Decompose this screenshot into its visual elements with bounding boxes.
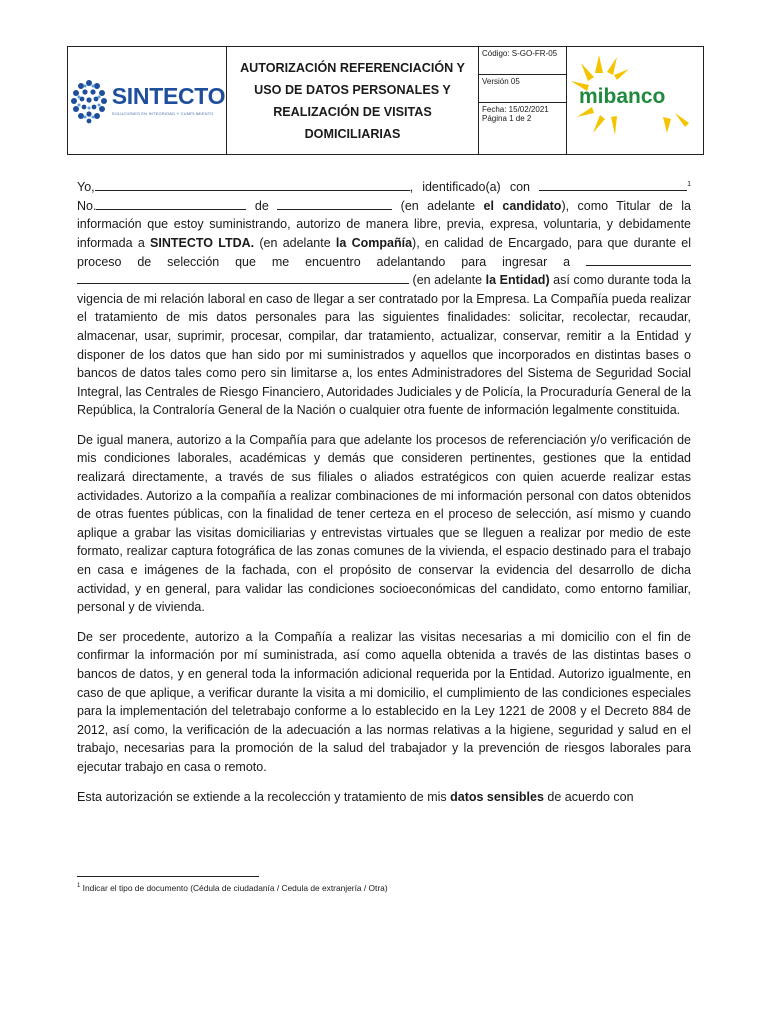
el-candidato: el candidato <box>483 198 562 213</box>
paragraph-1-rest: así como durante toda la vigencia de mi relación laboral en caso de llegar a ser contratado por la Empresa. La Compañía pueda realizar el tratamiento de mis datos personales para las siguientes finalidades: solicitar, recolectar, recaudar, almacenar, usar, suprimir, procesar, compilar, dar tratamiento, actualizar, conservar, remitir a la Entidad y disponer de los datos que han sido por mi suministrados y aquellos que incorporados en distintas bases o bancos de datos tales como pero sin limitarse a, los entes Administradores del Sistema de Seguridad Social Integral, las Centrales de Riesgo Financiero, Autoridades Judiciales y de Policía, la Procuraduría General de la República, la Contraloría General de la Nación o cualquier otra fuente de información legalmente constituida. <box>77 273 691 418</box>
paragraph-3: De ser procedente, autorizo a la Compañía a realizar las visitas necesarias a mi domicilio con el fin de confirmar la información por mí suministrada, así como aquella obtenida a través de las distintas bases o bancos de datos, y en general toda la información adicional requerida por la Entidad. Autorizo igualmente, en caso de que aplique, a verificar durante la visita a mi domicilio, el cumplimiento de las condiciones especiales para la implementación del teletrabajo conforme a lo establecido en la Ley 1221 de 2008 y el Decreto 884 de 2012, así como, la verificación de la adecuación a las normas relativas a la higiene, seguridad y salud en el trabajo, necesarias para la promoción de la salud del trabajador y la prevención de riesgos laborales para ejecutar trabajo en casa o remoto. <box>77 629 691 774</box>
partner-name: mibanco <box>579 85 666 108</box>
document-page: Página 1 de 2 <box>482 114 532 123</box>
yo-label: Yo, <box>77 180 95 195</box>
document-title: AUTORIZACIÓN REFERENCIACIÓN Y USO DE DATOS PERSONALES Y REALIZACIÓN DE VISITAS DOMICILIARIAS <box>227 47 479 154</box>
mibanco-logo <box>567 47 703 154</box>
brain-icon <box>69 77 109 125</box>
document-date: Fecha: 15/02/2021 <box>482 105 549 114</box>
issue-place-blank[interactable] <box>277 197 392 210</box>
en-adelante-1: (en adelante <box>400 198 484 213</box>
paragraph-2: De igual manera, autorizo a la Compañía para que adelante los procesos de referenciación y/o verificación de mis condiciones laborales, académicas y demás que consideren pertinentes, gestiones que la entidad realizará directamente, a través de sus filiales o aliados estratégicos con quien acuerde realizar estas actividades. Autorizo a la compañía a realizar combinaciones de mi información personal con datos obtenidos de otras fuentes públicas, con la finalidad de tener certeza en el proceso de selección, así mismo y cuando aplique a grabar las visitas domiciliarias y entrevistas virtuales que se lleguen a realizar por medio de este formato, realizar captura fotográfica de las zonas comunes de la vivienda, el espacio destinado para el trabajo en casa e imágenes de la fachada, con el propósito de conservar la evidencia del desarrollo de dicha actividad, y en general, para validar las condiciones socioeconómicas del candidato, como entorno familiar, personal y de vivienda. <box>77 432 691 615</box>
identificado-label: , identificado(a) con <box>409 180 530 195</box>
footnote-marker: 1 <box>77 883 81 890</box>
company-name: SINTECTO <box>111 83 226 109</box>
document-version: Versión 05 <box>479 75 566 103</box>
paragraph-4 <box>77 788 691 807</box>
document-type-blank[interactable] <box>539 178 687 191</box>
la-entidad: la Entidad) <box>485 273 550 288</box>
encargado-text: ), en calidad de Encargado, para que durante el proceso de selección que me encuentro adelantando para ingresar a <box>77 235 692 269</box>
en-adelante-2: (en adelante <box>254 235 336 250</box>
footnote-divider <box>77 876 259 877</box>
titular-text: ), como Titular de la información que estoy suministrando, autorizo de manera libre, previa, expresa, voluntaria, y debidamente informada a <box>77 198 692 250</box>
document-code: Código: S-GO-FR-05 <box>479 47 566 75</box>
footnote <box>77 883 388 893</box>
document-body <box>77 176 691 817</box>
document-meta <box>479 47 567 154</box>
no-label: No. <box>77 198 97 213</box>
paragraph-1 <box>77 176 691 420</box>
document-number-blank[interactable] <box>96 197 246 210</box>
de-label: de <box>254 198 269 213</box>
document-header <box>67 46 704 155</box>
entity-blank-2[interactable] <box>77 271 409 284</box>
datos-sensibles: datos sensibles <box>450 789 544 804</box>
company-tagline: SOLUCIONES EN INTEGRIDAD Y CUMPLIMIENTO <box>111 111 214 116</box>
footnote-ref: 1 <box>687 181 691 188</box>
entity-blank-1[interactable] <box>586 253 691 266</box>
sintecto-logo <box>68 47 227 154</box>
en-adelante-3: (en adelante <box>412 273 486 288</box>
footnote-text: Indicar el tipo de documento (Cédula de ciudadanía / Cedula de extranjería / Otra) <box>82 883 388 893</box>
paragraph-4-after: de acuerdo con <box>543 789 634 804</box>
sintecto-ltda: SINTECTO LTDA. <box>150 235 255 250</box>
document-date-page <box>479 103 566 154</box>
paragraph-4-before: Esta autorización se extiende a la recolección y tratamiento de mis <box>77 789 451 804</box>
la-compania: la Compañía <box>335 235 413 250</box>
name-blank[interactable] <box>95 178 410 191</box>
